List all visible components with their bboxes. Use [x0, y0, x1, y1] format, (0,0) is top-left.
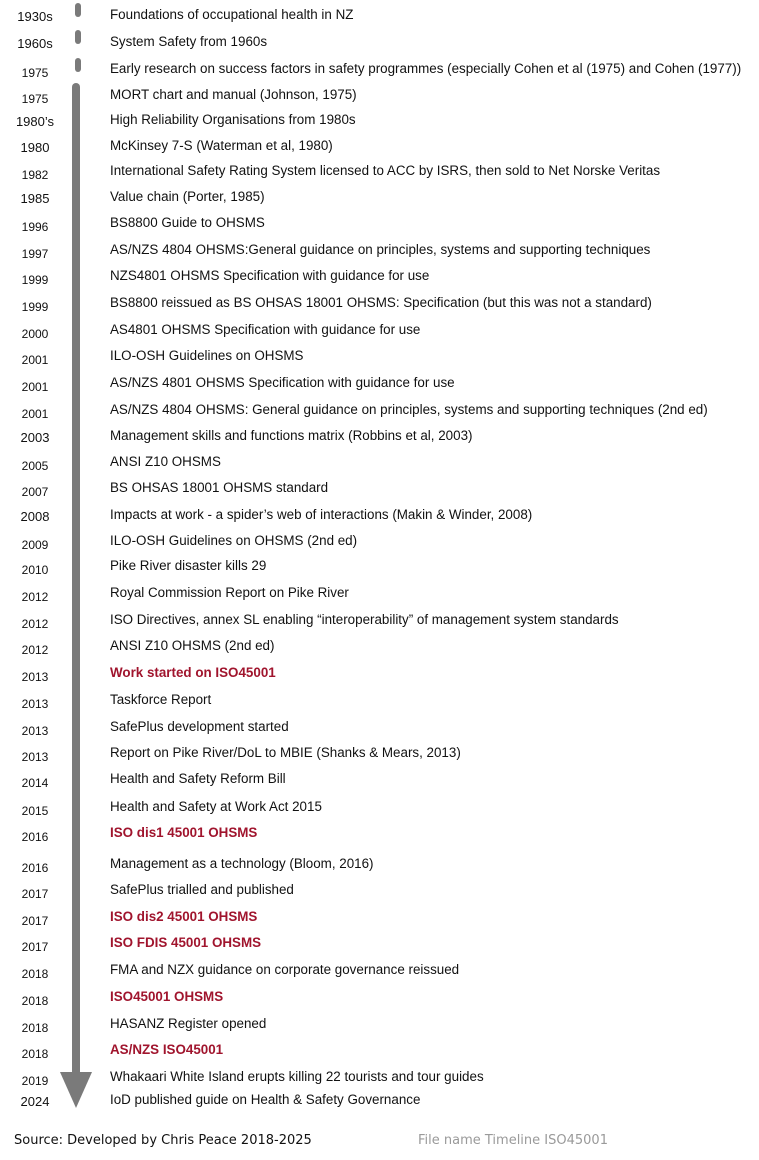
entry-year: 2012: [21, 643, 49, 657]
entry-text: Pike River disaster kills 29: [110, 558, 267, 573]
entry-text: High Reliability Organisations from 1980s: [110, 112, 356, 127]
entry-text: Health and Safety Reform Bill: [110, 771, 286, 786]
timeline-entry: [0, 348, 759, 368]
entry-year: 2013: [21, 670, 49, 684]
timeline-entry: [0, 989, 759, 1009]
entry-text: ILO-OSH Guidelines on OHSMS: [110, 348, 304, 363]
entry-year: 1930s: [17, 9, 53, 24]
timeline-entry: [0, 242, 759, 262]
entry-text: BS OHSAS 18001 OHSMS standard: [110, 480, 329, 495]
entry-text: ILO-OSH Guidelines on OHSMS (2nd ed): [110, 533, 358, 548]
entry-year: 1999: [21, 273, 49, 287]
entry-year: 2015: [21, 804, 49, 818]
entry-year: 2017: [21, 940, 49, 954]
timeline-entry: [0, 454, 759, 474]
timeline-entry: [0, 638, 759, 658]
entry-text: HASANZ Register opened: [110, 1016, 267, 1031]
timeline-entry: [0, 61, 759, 81]
timeline-entry: [0, 558, 759, 578]
timeline-entry: [0, 1069, 759, 1089]
entry-text: ISO Directives, annex SL enabling “interoperability” of management system standards: [110, 612, 619, 627]
timeline-entry: [0, 612, 759, 632]
timeline-entry: [0, 745, 759, 765]
entry-year: 2012: [21, 617, 49, 631]
timeline-entry: [0, 935, 759, 955]
entry-text: Report on Pike River/DoL to MBIE (Shanks & Mears, 2013): [110, 745, 461, 760]
timeline-entry: [0, 189, 759, 209]
entry-year: 1975: [21, 66, 49, 80]
timeline-entry: [0, 480, 759, 500]
entry-text: Early research on success factors in safety programmes (especially Cohen et al (1975) and Cohen (1977)): [110, 61, 742, 76]
entry-text: Foundations of occupational health in NZ: [110, 7, 354, 22]
entry-text: Impacts at work - a spider’s web of interactions (Makin & Winder, 2008): [110, 507, 533, 522]
entry-text: BS8800 Guide to OHSMS: [110, 215, 265, 230]
entry-year: 2013: [21, 750, 49, 764]
entry-text: AS/NZS 4804 OHSMS:General guidance on principles, systems and supporting techniques: [110, 242, 651, 257]
timeline-entry: [0, 665, 759, 685]
timeline-entry: [0, 87, 759, 107]
timeline-entry: [0, 1016, 759, 1036]
entry-text: MORT chart and manual (Johnson, 1975): [110, 87, 357, 102]
entry-year: 2017: [21, 914, 49, 928]
file-name-caption: File name Timeline ISO45001: [418, 1133, 608, 1148]
timeline-entry: [0, 856, 759, 876]
entry-text: AS/NZS 4804 OHSMS: General guidance on principles, systems and supporting techniques (2nd ed): [110, 402, 708, 417]
timeline-entry: [0, 1092, 759, 1112]
entry-text: Taskforce Report: [110, 692, 212, 707]
entry-year: 2001: [21, 407, 49, 421]
entry-text: Whakaari White Island erupts killing 22 tourists and tour guides: [110, 1069, 484, 1084]
entry-text: BS8800 reissued as BS OHSAS 18001 OHSMS: Specification (but this was not a standard): [110, 295, 652, 310]
entry-year: 2000: [21, 327, 49, 341]
timeline-entry: [0, 771, 759, 791]
timeline-entry: [0, 585, 759, 605]
timeline-entry: [0, 112, 759, 132]
entry-text: Health and Safety at Work Act 2015: [110, 799, 322, 814]
entry-year: 2005: [21, 459, 49, 473]
entry-text: SafePlus development started: [110, 719, 289, 734]
entry-year: 2016: [21, 830, 49, 844]
timeline-entry: [0, 882, 759, 902]
timeline-entry: [0, 322, 759, 342]
entry-milestone-text: Work started on ISO45001: [110, 665, 276, 680]
entry-year: 2014: [21, 776, 49, 790]
entry-year: 2018: [21, 994, 49, 1008]
timeline-entry: [0, 138, 759, 158]
entry-year: 1985: [20, 191, 50, 206]
timeline-entry: [0, 962, 759, 982]
entry-milestone-text: ISO dis2 45001 OHSMS: [110, 909, 258, 924]
entry-year: 2007: [21, 485, 49, 499]
entry-text: AS/NZS 4801 OHSMS Specification with guidance for use: [110, 375, 455, 390]
entry-year: 2016: [21, 861, 49, 875]
timeline-entry: [0, 909, 759, 929]
entry-text: NZS4801 OHSMS Specification with guidance for use: [110, 268, 430, 283]
entry-year: 2024: [20, 1094, 50, 1109]
entry-text: ANSI Z10 OHSMS: [110, 454, 221, 469]
entry-text: Management as a technology (Bloom, 2016): [110, 856, 374, 871]
entry-year: 1999: [21, 300, 49, 314]
entry-year: 1997: [21, 247, 49, 261]
entry-text: Royal Commission Report on Pike River: [110, 585, 349, 600]
entry-text: McKinsey 7-S (Waterman et al, 1980): [110, 138, 333, 153]
entry-year: 2017: [21, 887, 49, 901]
entry-text: FMA and NZX guidance on corporate governance reissued: [110, 962, 460, 977]
entry-milestone-text: AS/NZS ISO45001: [110, 1042, 224, 1057]
entry-year: 2013: [21, 724, 49, 738]
entry-year: 1980’s: [15, 114, 55, 129]
entry-text: ANSI Z10 OHSMS (2nd ed): [110, 638, 275, 653]
timeline-entry: [0, 215, 759, 235]
timeline-entry: [0, 533, 759, 553]
timeline-entry: [0, 507, 759, 527]
entry-milestone-text: ISO dis1 45001 OHSMS: [110, 825, 258, 840]
entry-year: 2012: [21, 590, 49, 604]
timeline-entry: [0, 163, 759, 183]
entry-milestone-text: ISO45001 OHSMS: [110, 989, 224, 1004]
timeline-entry: [0, 1042, 759, 1062]
entry-year: 2001: [21, 353, 49, 367]
entry-year: 1975: [21, 92, 49, 106]
entry-text: AS4801 OHSMS Specification with guidance for use: [110, 322, 421, 337]
source-caption: Source: Developed by Chris Peace 2018-2025: [14, 1133, 312, 1148]
entry-year: 2010: [21, 563, 49, 577]
timeline-entry: [0, 692, 759, 712]
entry-year: 2003: [20, 430, 50, 445]
timeline-entry: [0, 268, 759, 288]
timeline-entry: [0, 799, 759, 819]
timeline-entry: [0, 375, 759, 395]
entry-year: 2008: [20, 509, 50, 524]
timeline-entry: [0, 825, 759, 845]
entry-year: 1960s: [17, 36, 53, 51]
entry-year: 2009: [21, 538, 49, 552]
timeline-entry: [0, 719, 759, 739]
entry-year: 2018: [21, 1021, 49, 1035]
entry-year: 2019: [21, 1074, 49, 1088]
entry-text: Management skills and functions matrix (Robbins et al, 2003): [110, 428, 473, 443]
timeline-entry: [0, 7, 759, 27]
timeline-entry: [0, 428, 759, 448]
timeline-entry: [0, 295, 759, 315]
timeline-entry: [0, 34, 759, 54]
entry-year: 2018: [21, 967, 49, 981]
entry-text: SafePlus trialled and published: [110, 882, 294, 897]
entry-year: 2001: [21, 380, 49, 394]
entry-year: 1982: [21, 168, 49, 182]
entry-year: 2013: [21, 697, 49, 711]
timeline-entry: [0, 402, 759, 422]
entry-text: System Safety from 1960s: [110, 34, 268, 49]
entry-year: 1980: [20, 140, 50, 155]
entry-text: IoD published guide on Health & Safety Governance: [110, 1092, 421, 1107]
entry-text: International Safety Rating System licensed to ACC by ISRS, then sold to Net Norske Veritas: [110, 163, 661, 178]
entry-text: Value chain (Porter, 1985): [110, 189, 265, 204]
entry-milestone-text: ISO FDIS 45001 OHSMS: [110, 935, 262, 950]
entry-year: 1996: [21, 220, 49, 234]
entry-year: 2018: [21, 1047, 49, 1061]
